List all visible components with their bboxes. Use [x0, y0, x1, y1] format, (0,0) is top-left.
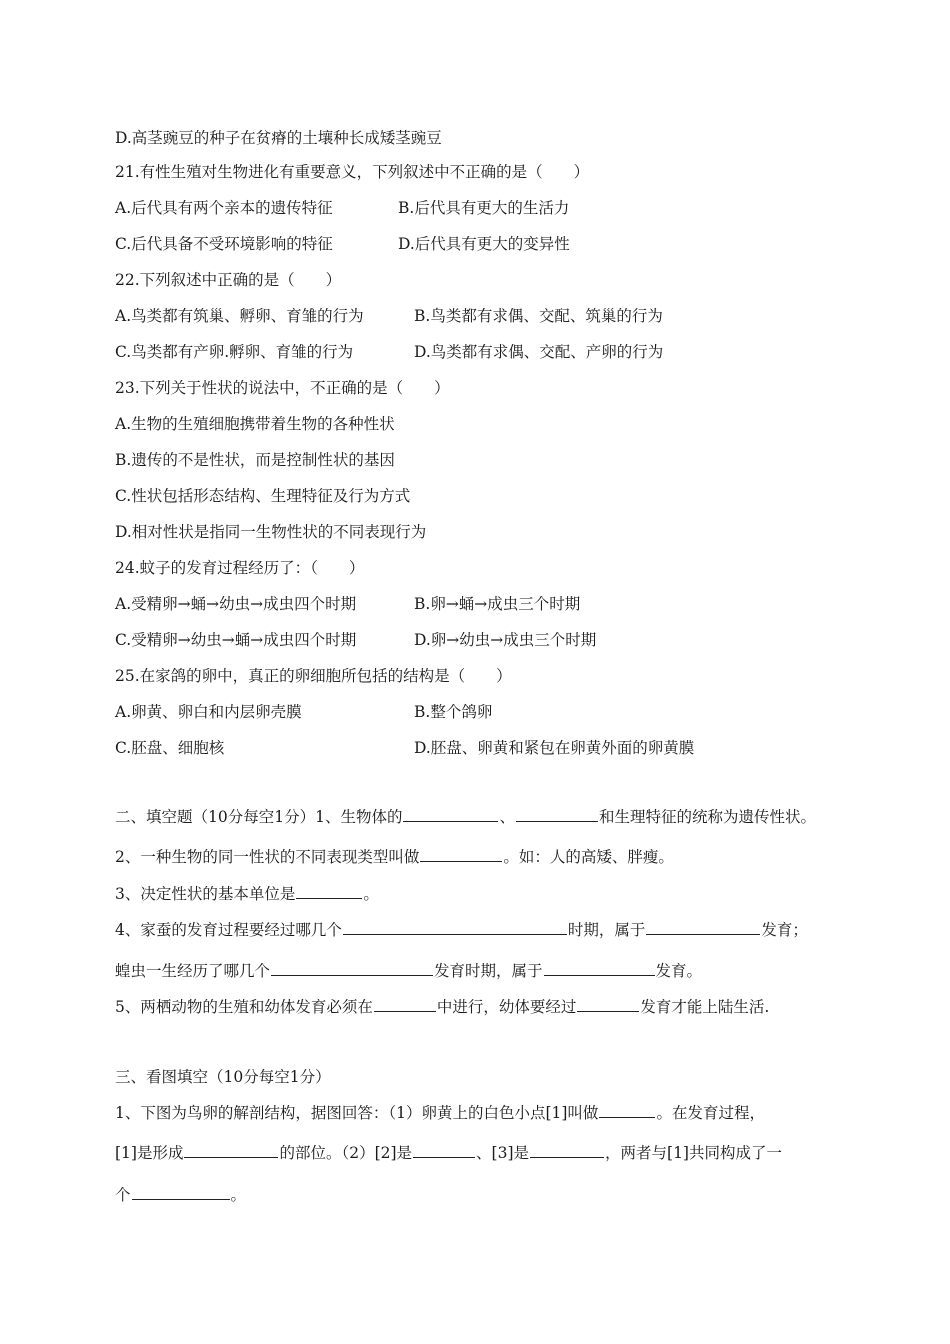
q24-option-a: A.受精卵→蛹→幼虫→成虫四个时期 [115, 595, 357, 613]
answer-blank[interactable] [271, 961, 433, 976]
answer-blank[interactable] [530, 1143, 604, 1158]
q25-option-a: A.卵黄、卵白和内层卵壳膜 [115, 703, 302, 721]
q23-option-d: D.相对性状是指同一生物性状的不同表现行为 [115, 523, 427, 541]
fill-line-2 [115, 846, 674, 868]
q25-option-b: B.整个鸽卵 [414, 703, 493, 721]
q22-option-c: C.鸟类都有产卵.孵卵、育雏的行为 [115, 343, 354, 361]
q24-stem: 24.蚊子的发育过程经历了：（ ） [115, 559, 365, 577]
q22-option-a: A.鸟类都有筑巢、孵卵、育雏的行为 [115, 307, 364, 325]
figure-line-1 [115, 1102, 765, 1124]
answer-blank[interactable] [577, 997, 639, 1012]
text: ，两者与[1]共同构成了一 [605, 1144, 782, 1162]
text: 5、两栖动物的生殖和幼体发育必须在 [115, 998, 373, 1016]
answer-blank[interactable] [646, 920, 760, 935]
text: 和生理特征的统称为遗传性状。 [598, 808, 816, 826]
answer-blank[interactable] [132, 1185, 230, 1200]
text: 3、决定性状的基本单位是 [115, 885, 296, 903]
q24-option-b: B.卵→蛹→成虫三个时期 [414, 595, 581, 613]
figure-line-3 [115, 1184, 246, 1206]
answer-blank[interactable] [403, 807, 498, 822]
text: 发育时期，属于 [434, 962, 543, 980]
text: 个 [115, 1186, 131, 1204]
answer-blank[interactable] [343, 920, 567, 935]
answer-blank[interactable] [420, 847, 502, 862]
text: 4、家蚕的发育过程要经过哪几个 [115, 921, 342, 939]
text: 时期，属于 [567, 921, 646, 939]
figure-section-header: 三、看图填空（10分每空1分） [115, 1068, 331, 1086]
q21-option-c: C.后代具备不受环境影响的特征 [115, 235, 333, 253]
text: 中进行，幼体要经过 [436, 998, 577, 1016]
q21-options-ab [115, 197, 569, 219]
answer-blank[interactable] [296, 884, 362, 899]
answer-blank[interactable] [599, 1103, 655, 1118]
text: 的部位。（2）[2]是 [279, 1144, 413, 1162]
text: 。如：人的高矮、胖瘦。 [503, 848, 674, 866]
q25-option-d: D.胚盘、卵黄和紧包在卵黄外面的卵黄膜 [414, 739, 695, 757]
q25-options-cd [115, 737, 694, 759]
q22-options-cd [115, 341, 663, 363]
answer-blank[interactable] [413, 1143, 475, 1158]
q25-option-c: C.胚盘、细胞核 [115, 739, 225, 757]
q24-option-d: D.卵→幼虫→成虫三个时期 [414, 631, 597, 649]
text: [1]是形成 [115, 1144, 184, 1162]
fill-line-6 [115, 996, 769, 1018]
separator: 、 [499, 808, 515, 826]
text: 。 [230, 1186, 247, 1204]
q25-stem: 25.在家鸽的卵中，真正的卵细胞所包括的结构是（ ） [115, 667, 512, 685]
text: 2、一种生物的同一性状的不同表现类型叫做 [115, 848, 420, 866]
fill-section-header: 二、填空题（10分每空1分）1、生物体的 [115, 808, 403, 826]
q20-option-d: D.高茎豌豆的种子在贫瘠的土壤种长成矮茎豌豆 [115, 129, 442, 147]
answer-blank[interactable] [516, 807, 598, 822]
q21-option-b: B.后代具有更大的生活力 [398, 199, 570, 217]
text: 蝗虫一生经历了哪几个 [115, 962, 271, 980]
q23-option-a: A.生物的生殖细胞携带着生物的各种性状 [115, 415, 395, 433]
text: 。在发育过程， [656, 1104, 765, 1122]
q21-options-cd [115, 233, 570, 255]
answer-blank[interactable] [374, 997, 436, 1012]
text: 发育。 [655, 962, 703, 980]
answer-blank[interactable] [184, 1143, 278, 1158]
q23-stem: 23.下列关于性状的说法中，不正确的是（ ） [115, 379, 450, 397]
fill-line-5 [115, 960, 702, 982]
text: 发育； [761, 921, 808, 939]
fill-line-4 [115, 919, 808, 941]
q23-option-c: C.性状包括形态结构、生理特征及行为方式 [115, 487, 411, 505]
q24-option-c: C.受精卵→幼虫→蛹→成虫四个时期 [115, 631, 357, 649]
q22-option-b: B.鸟类都有求偶、交配、筑巢的行为 [414, 307, 663, 325]
q21-stem: 21.有性生殖对生物进化有重要意义，下列叙述中不正确的是（ ） [115, 163, 590, 181]
fill-line-3 [115, 883, 379, 905]
q21-option-a: A.后代具有两个亲本的遗传特征 [115, 199, 333, 217]
q21-option-d: D.后代具有更大的变异性 [398, 235, 570, 253]
text: 、[3]是 [476, 1144, 530, 1162]
figure-line-2 [115, 1142, 782, 1164]
text: 1、下图为鸟卵的解剖结构，据图回答：（1）卵黄上的白色小点[1]叫做 [115, 1104, 599, 1122]
q22-options-ab [115, 305, 663, 327]
answer-blank[interactable] [544, 961, 655, 976]
fill-section-line-1 [115, 806, 816, 828]
text: 发育才能上陆生活. [640, 998, 770, 1016]
q24-options-cd [115, 629, 596, 651]
q23-option-b: B.遗传的不是性状，而是控制性状的基因 [115, 451, 395, 469]
text: 。 [363, 885, 379, 903]
q25-options-ab [115, 701, 492, 723]
q22-stem: 22.下列叙述中正确的是（ ） [115, 271, 342, 289]
q24-options-ab [115, 593, 580, 615]
q22-option-d: D.鸟类都有求偶、交配、产卵的行为 [414, 343, 664, 361]
